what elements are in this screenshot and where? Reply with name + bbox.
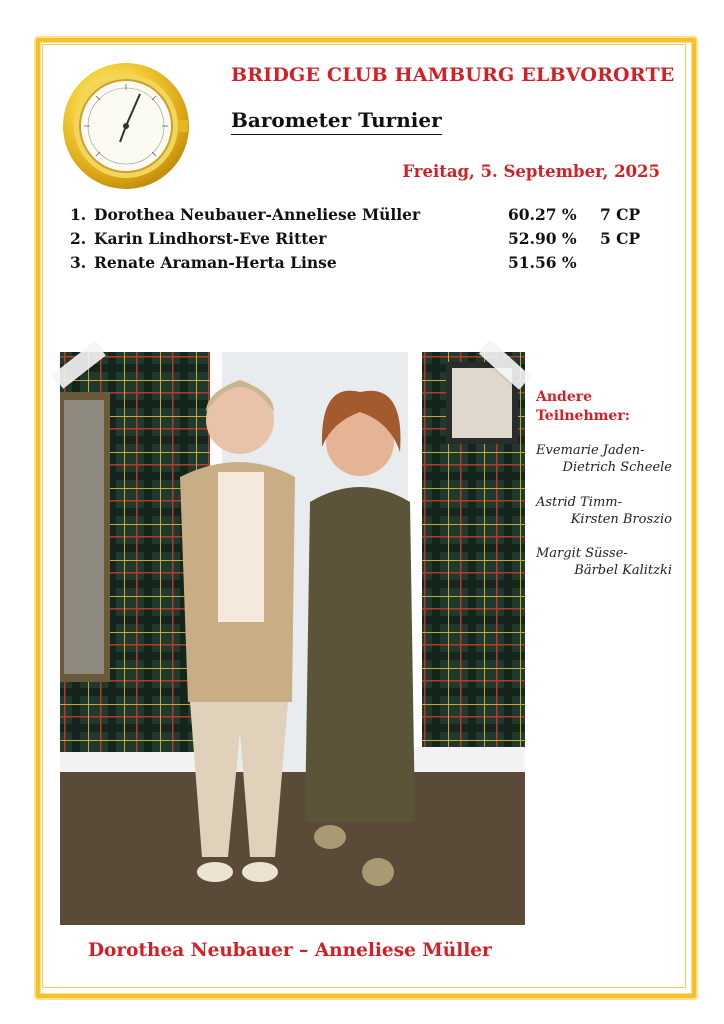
other-participants-heading xyxy=(536,388,630,426)
result-row xyxy=(70,253,670,277)
other-participants-heading-line2: Teilnehmer: xyxy=(536,408,630,424)
result-rank: 2. xyxy=(70,229,87,248)
club-title: BRIDGE CLUB HAMBURG ELBVORORTE xyxy=(231,64,675,86)
other-participants-heading-line1: Andere xyxy=(536,389,593,405)
result-row xyxy=(70,205,670,229)
other-pair-line2: Kirsten Broszio xyxy=(570,512,672,527)
result-cp: 5 CP xyxy=(600,229,641,248)
other-pair-line1: Margit Süsse- xyxy=(536,546,628,561)
result-percent: 52.90 % xyxy=(508,229,577,248)
winners-photo xyxy=(60,352,525,925)
result-row xyxy=(70,229,670,253)
result-pair: Karin Lindhorst-Eve Ritter xyxy=(94,229,327,248)
barometer-icon xyxy=(60,60,192,192)
other-pair xyxy=(536,442,672,476)
photo-caption: Dorothea Neubauer – Anneliese Müller xyxy=(88,940,492,961)
other-pair xyxy=(536,494,672,528)
result-rank: 1. xyxy=(70,205,87,224)
result-percent: 51.56 % xyxy=(508,253,577,272)
result-pair: Renate Araman-Herta Linse xyxy=(94,253,337,272)
other-pair-line1: Evemarie Jaden- xyxy=(536,443,645,458)
result-percent: 60.27 % xyxy=(508,205,577,224)
other-pair-line2: Dietrich Scheele xyxy=(562,460,672,475)
result-pair: Dorothea Neubauer-Anneliese Müller xyxy=(94,205,421,224)
result-cp: 7 CP xyxy=(600,205,641,224)
other-pair-line1: Astrid Timm- xyxy=(536,495,622,510)
other-pair xyxy=(536,545,672,579)
photo-illustration xyxy=(60,352,525,925)
other-pair-line2: Bärbel Kalitzki xyxy=(574,563,672,578)
event-date: Freitag, 5. September, 2025 xyxy=(402,162,660,181)
event-title: Barometer Turnier xyxy=(231,108,442,135)
results-list xyxy=(70,205,670,277)
result-rank: 3. xyxy=(70,253,87,272)
